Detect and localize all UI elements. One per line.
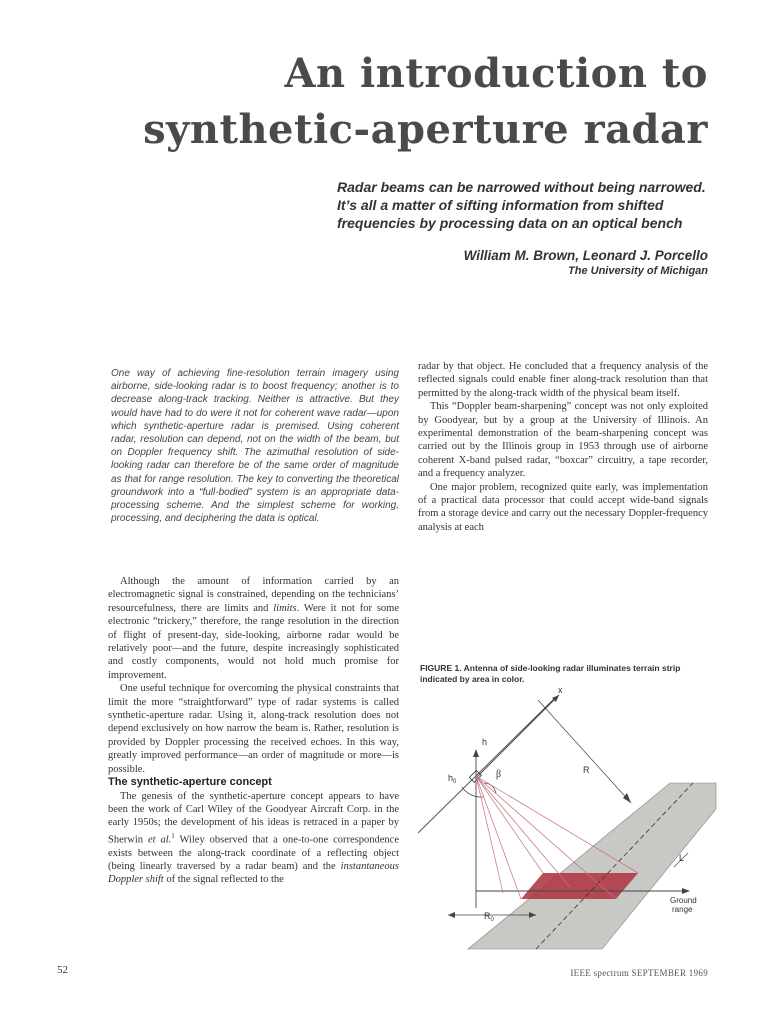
figure-caption: FIGURE 1. Antenna of side-looking radar illuminates terrain strip indicated by area in color. (420, 663, 681, 684)
body-paragraph (108, 575, 399, 682)
label-x: x (558, 685, 563, 695)
title-line-2: synthetic-aperture radar (143, 106, 708, 153)
label-l: L (679, 853, 685, 863)
ray (476, 776, 543, 873)
label-ground-range-1: Ground (670, 896, 697, 905)
emphasis-text: limits (273, 602, 297, 614)
ray (476, 776, 570, 887)
footnote-ref: 1 (171, 831, 175, 840)
r-arrow (623, 793, 631, 803)
figure-1-antenna-diagram (418, 683, 718, 955)
label-h: h (482, 737, 488, 747)
r-dimension-line (538, 700, 631, 803)
body-paragraph: This “Doppler beam-sharpening” concept was not only exploited by Goodyear, but by a group at the University of Illinois. An experimental demonstration of the beam-sharpening concept was carried out by the Illinois group in 1953 through use of airborne coherent X-band pulsed radar, “boxcar” circuitry, a tape recorder, and a frequency analyzer. (418, 401, 708, 480)
text-run: . Were it not for some electronic “trickery,” therefore, the range resolution in the direction of flight of present-day, side-looking, airborne radar would be relatively poor—and the future, despite increasingly sophisticated and costly components, would not hold much promise for improvement. (108, 602, 399, 681)
body-paragraph: radar by that object. He concluded that a frequency analysis of the reflected signals could enable finer along-track resolution than that permitted by the along-track width of the physical beam itself. (418, 361, 708, 399)
title-line-1: An introduction to (284, 50, 708, 97)
flight-path-x-axis (476, 695, 559, 778)
section-heading: The synthetic-aperture concept (108, 776, 272, 789)
ray (476, 776, 503, 893)
body-paragraph: One major problem, recognized quite early, was implementation of a practical data processor that could accept wide-band signals from a storage device and carry out the necessary Doppler-frequency analysis at each (418, 481, 708, 533)
article-deck: Radar beams can be narrowed without being narrowed. It’s all a matter of sifting information from shifted frequencies by processing data on an optical bench (337, 179, 706, 231)
label-ground-range-2: range (672, 905, 693, 914)
emphasis-text: et al. (147, 834, 172, 846)
running-footer: IEEE spectrum SEPTEMBER 1969 (570, 968, 708, 978)
page-number: 52 (57, 964, 68, 976)
author-names: William M. Brown, Leonard J. Porcello (463, 248, 708, 263)
r0-arrow-left (448, 912, 455, 918)
ray (476, 776, 521, 899)
h-axis-arrow (473, 749, 479, 757)
body-column-right (418, 360, 708, 534)
ray (476, 776, 638, 873)
emphasis-text: instantaneous Doppler shift (108, 861, 399, 886)
body-paragraph: One useful technique for overcoming the physical constraints that limit the more “straightforward” type of radar systems is called synthetic-aperture radar. Using it, along-track resolution does not depend exclusively on how narrow the beam is. Rather, resolution is provided by Doppler processing the received echoes. In this way, greatly improved performance—an order of magnitude or more—is possible. (108, 683, 399, 775)
article-title (68, 46, 708, 158)
terrain-strip (468, 783, 716, 949)
ground-track-line (418, 697, 556, 833)
text-run: of the signal reflected to the (163, 874, 284, 886)
body-paragraph (108, 790, 399, 887)
label-h0: $h_0$ (448, 773, 457, 785)
ground-range-arrow (682, 888, 690, 894)
label-r: R (583, 765, 590, 775)
text-run: Although the amount of information carried by an electromagnetic signal is constrained, depending on the technicians’ resourcefulness, there are limits and (108, 576, 399, 614)
label-beta: β (496, 769, 502, 780)
label-r0: $R_0$ (484, 911, 494, 923)
text-run: The genesis of the synthetic-aperture concept appears to have been the work of Carl Wiley of the Goodyear Aircraft Corp. in the early 1950s; the development of his ideas is retraced in a paper by Sherwin (108, 790, 399, 846)
text-run: Wiley observed that a one-to-one correspondence exists between the along-track coordinate of a reflecting object (being linearly traversed by a radar beam) and the (108, 834, 400, 873)
author-affiliation: The University of Michigan (568, 265, 708, 277)
article-abstract: One way of achieving fine-resolution terrain imagery using airborne, side-looking radar is to boost frequency; another is to decrease along-track tracking. Neither is attractive. But they would have had to do were it not for coherent wave radar—upon which synthetic-aperture radar is premised. Using coherent radar, resolution can depend, not on the width of the beam, but on Doppler frequency shift. The azimuthal resolution of side-looking radar can therefore be of the same order of magnitude as that for range resolution. The key to converting the theoretical groundwork into a “full-bodied” system is an appropriate data-processing scheme. And the simplest scheme for working, processing, and deciphering the data is optical. (111, 368, 399, 525)
body-column-left (108, 575, 399, 887)
